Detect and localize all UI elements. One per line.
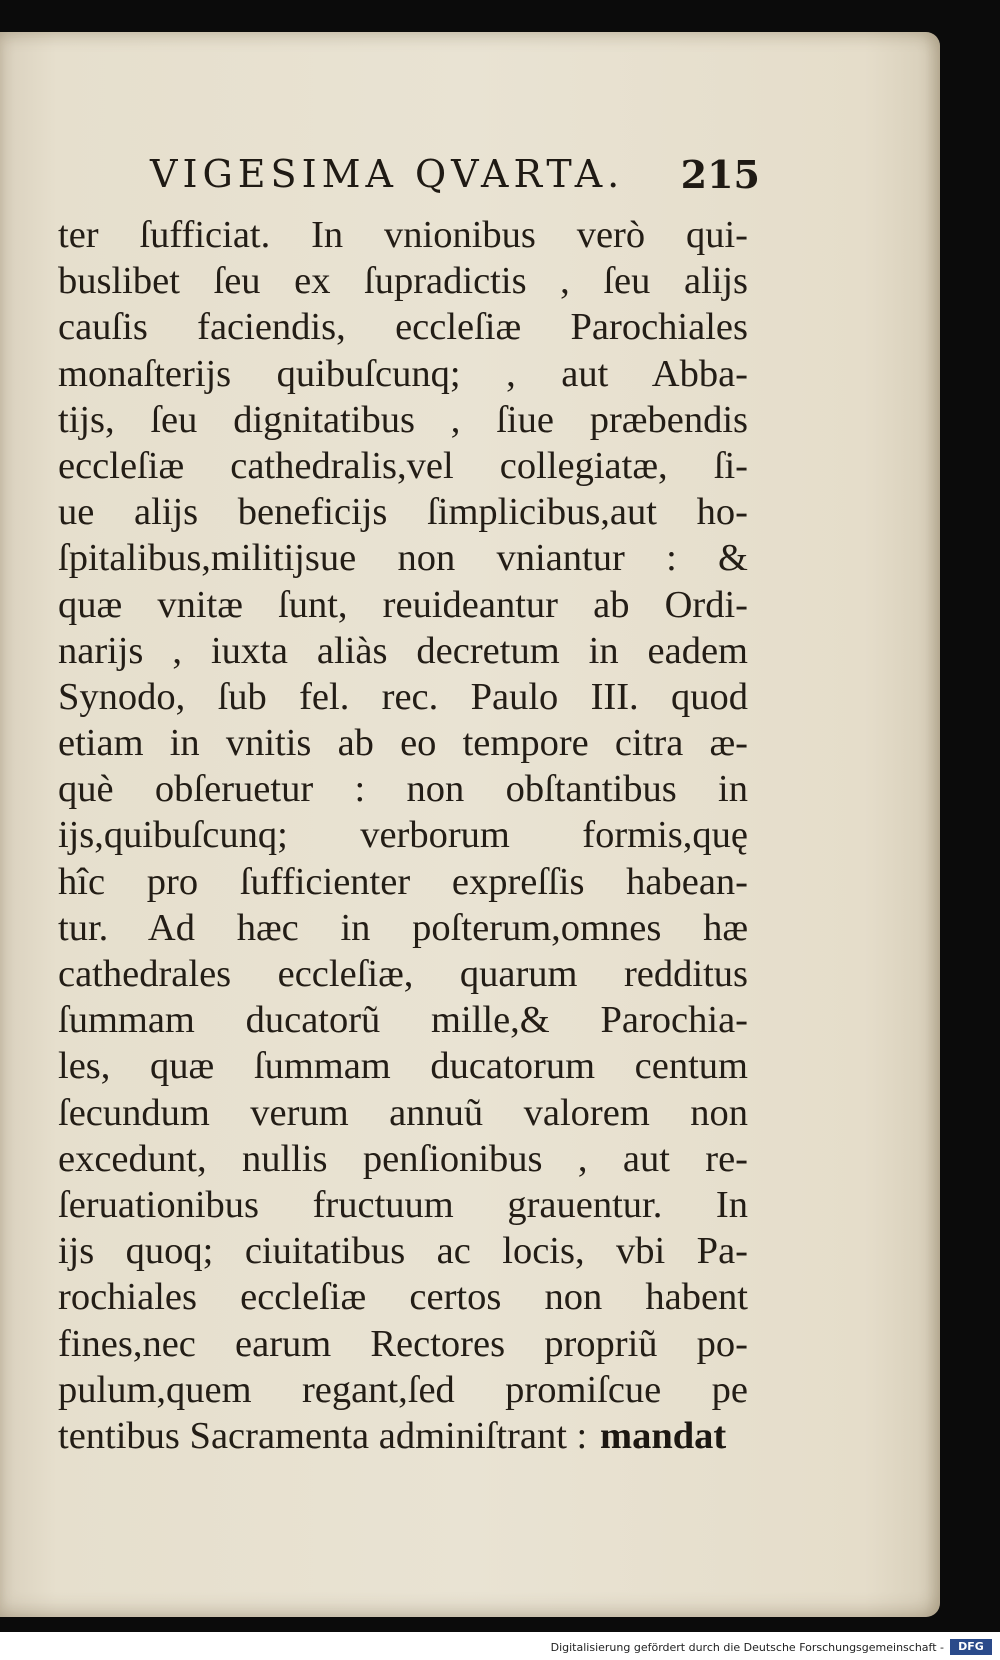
text-line: excedunt, nullis penſionibus , aut re- xyxy=(58,1137,748,1180)
text-line: pulum,quem regant,ſed promiſcue pe xyxy=(58,1368,748,1411)
text-line: narĳs , iuxta aliàs decretum in eadem xyxy=(58,629,748,672)
text-line: ter ſufficiat. In vnionibus verò qui- xyxy=(58,214,748,256)
text-line: ue alĳs beneficĳs ſimplicibus,aut ho- xyxy=(58,491,748,534)
dfg-logo: DFG xyxy=(950,1639,992,1655)
text-line: ĳs quoq; ciuitatibus ac locis, vbi Pa- xyxy=(58,1230,748,1273)
text-line: tĳs, ſeu dignitatibus , ſiue præbendis xyxy=(58,398,748,441)
page-header xyxy=(150,152,760,204)
text-line: ſeruationibus fructuum grauentur. In xyxy=(58,1183,748,1226)
text-line: quæ vnitæ ſunt, reuideantur ab Ordi- xyxy=(58,583,748,626)
text-line: rochiales eccleſiæ certos non habent xyxy=(58,1276,748,1319)
text-line: monaſterĳs quibuſcunq; , aut Abba- xyxy=(58,352,748,395)
text-line: ſecundum verum annuũ valorem non xyxy=(58,1091,748,1134)
text-line: què obſeruetur : non obſtantibus in xyxy=(58,768,748,811)
text-line: tentibus Sacramenta adminiſtrant : xyxy=(58,1414,588,1457)
text-line: ſummam ducatorũ mille,& Parochia- xyxy=(58,999,748,1042)
catchword: mandat xyxy=(600,1415,727,1457)
text-line: etiam in vnitis ab eo tempore citra æ- xyxy=(58,722,748,765)
text-line: buslibet ſeu ex ſupradictis , ſeu alĳs xyxy=(58,260,748,303)
text-line: fines,nec earum Rectores propriũ po- xyxy=(58,1322,748,1365)
text-line: les, quæ ſummam ducatorum centum xyxy=(58,1045,748,1088)
text-line: ĳs,quibuſcunq; verborum formis,quę xyxy=(58,814,748,857)
page-number: 215 xyxy=(680,152,760,197)
funding-credit: Digitalisierung gefördert durch die Deutsche Forschungsgemeinschaft - xyxy=(550,1641,944,1654)
text-line: ſpitalibus,militĳsue non vniantur : & xyxy=(58,537,748,580)
text-line: tur. Ad hæc in poſterum,omnes hæ xyxy=(58,906,748,949)
text-line: cauſis faciendis, eccleſiæ Parochiales xyxy=(58,306,748,349)
text-line: eccleſiæ cathedralis,vel collegiatæ, ſi- xyxy=(58,444,748,487)
book-page xyxy=(0,32,940,1617)
text-line: hîc pro ſufficienter expreſſis habean- xyxy=(58,860,748,903)
body-text xyxy=(58,212,748,1459)
text-line: Synodo, ſub fel. rec. Paulo III. quod xyxy=(58,675,748,718)
running-head: VIGESIMA QVARTA. xyxy=(150,152,625,196)
digitization-footer xyxy=(0,1632,1000,1660)
text-line: cathedrales eccleſiæ, quarum redditus xyxy=(58,953,748,995)
